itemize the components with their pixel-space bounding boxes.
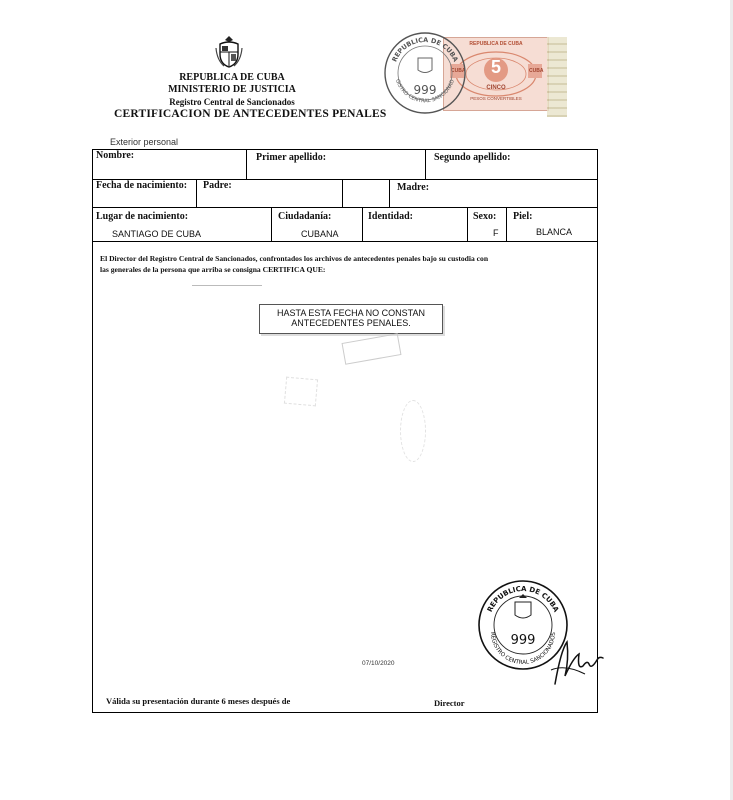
ciudadania-label: Ciudadanía: (278, 211, 332, 222)
piel-label: Piel: (513, 211, 533, 222)
page-subtitle: Exterior personal (110, 137, 179, 147)
segundo-apellido-label: Segundo apellido: (434, 152, 511, 163)
top-seal-number: 999 (413, 83, 437, 97)
svg-text:REPUBLICA DE CUBA (390, 36, 459, 63)
sexo-value: F (493, 228, 499, 238)
director-label: Director (434, 698, 465, 708)
validity-text: Válida su presentación durante 6 meses después de (106, 696, 291, 706)
madre-label: Madre: (397, 182, 430, 193)
director-signature (545, 630, 605, 690)
lugar-nacimiento-label: Lugar de nacimiento: (96, 211, 189, 222)
top-seal (382, 30, 468, 116)
sexo-label: Sexo: (473, 211, 497, 222)
stamp-side-label-right: CUBA (529, 68, 544, 74)
certification-text-line2: las generales de la persona que arriba se consigna CERTIFICA QUE: (100, 265, 326, 274)
result-line1: HASTA ESTA FECHA NO CONSTAN (276, 308, 426, 318)
primer-apellido-label: Primer apellido: (256, 152, 327, 163)
ciudadania-value: CUBANA (301, 229, 339, 239)
piel-value: BLANCA (536, 227, 573, 237)
padre-label: Padre: (203, 180, 232, 191)
stamp-perforated-edge (547, 37, 567, 117)
header-country: REPUBLICA DE CUBA (179, 72, 285, 83)
faint-stamp-mark (342, 333, 402, 365)
fecha-nacimiento-label: Fecha de nacimiento: (96, 180, 188, 191)
stamp-value-word: CINCO (486, 85, 506, 91)
faint-stamp-mark (400, 400, 426, 462)
bottom-seal-number: 999 (510, 633, 536, 648)
result-line2: ANTECEDENTES PENALES. (291, 318, 411, 328)
coat-of-arms-icon (214, 34, 244, 68)
stamp-side-label-left: CUBA (451, 68, 466, 74)
header-registry: Registro Central de Sancionados (169, 97, 295, 107)
bottom-seal-ring-top: REPUBLICA DE CUBA (485, 584, 561, 614)
top-seal-ring-top: REPUBLICA DE CUBA (390, 35, 460, 64)
top-seal-ring-bottom: GISTRO CENTRAL SANCIONAD (393, 78, 456, 105)
page-title: CERTIFICACION DE ANTECEDENTES PENALES (114, 108, 387, 120)
text-underline (192, 285, 262, 286)
issue-date: 07/10/2020 (362, 660, 395, 667)
identidad-label: Identidad: (368, 211, 414, 222)
bottom-seal-ring-bottom: REGISTRO CENTRAL SANCIONADOS (488, 631, 558, 667)
nombre-label: Nombre: (96, 150, 135, 161)
lugar-nacimiento-value: SANTIAGO DE CUBA (112, 229, 202, 239)
certification-text-line1: El Director del Registro Central de Sancionados, confrontados los archivos de antecedentes penales bajo su custodia con (100, 254, 489, 263)
stamp-value-number: 5 (490, 57, 501, 77)
faint-stamp-mark (284, 377, 318, 407)
stamp-country: REPUBLICA DE CUBA (469, 41, 523, 47)
stamp-currency: PESOS CONVERTIBLES (470, 96, 522, 101)
header-ministry: MINISTERIO DE JUSTICIA (168, 84, 296, 95)
result-box (259, 304, 443, 334)
